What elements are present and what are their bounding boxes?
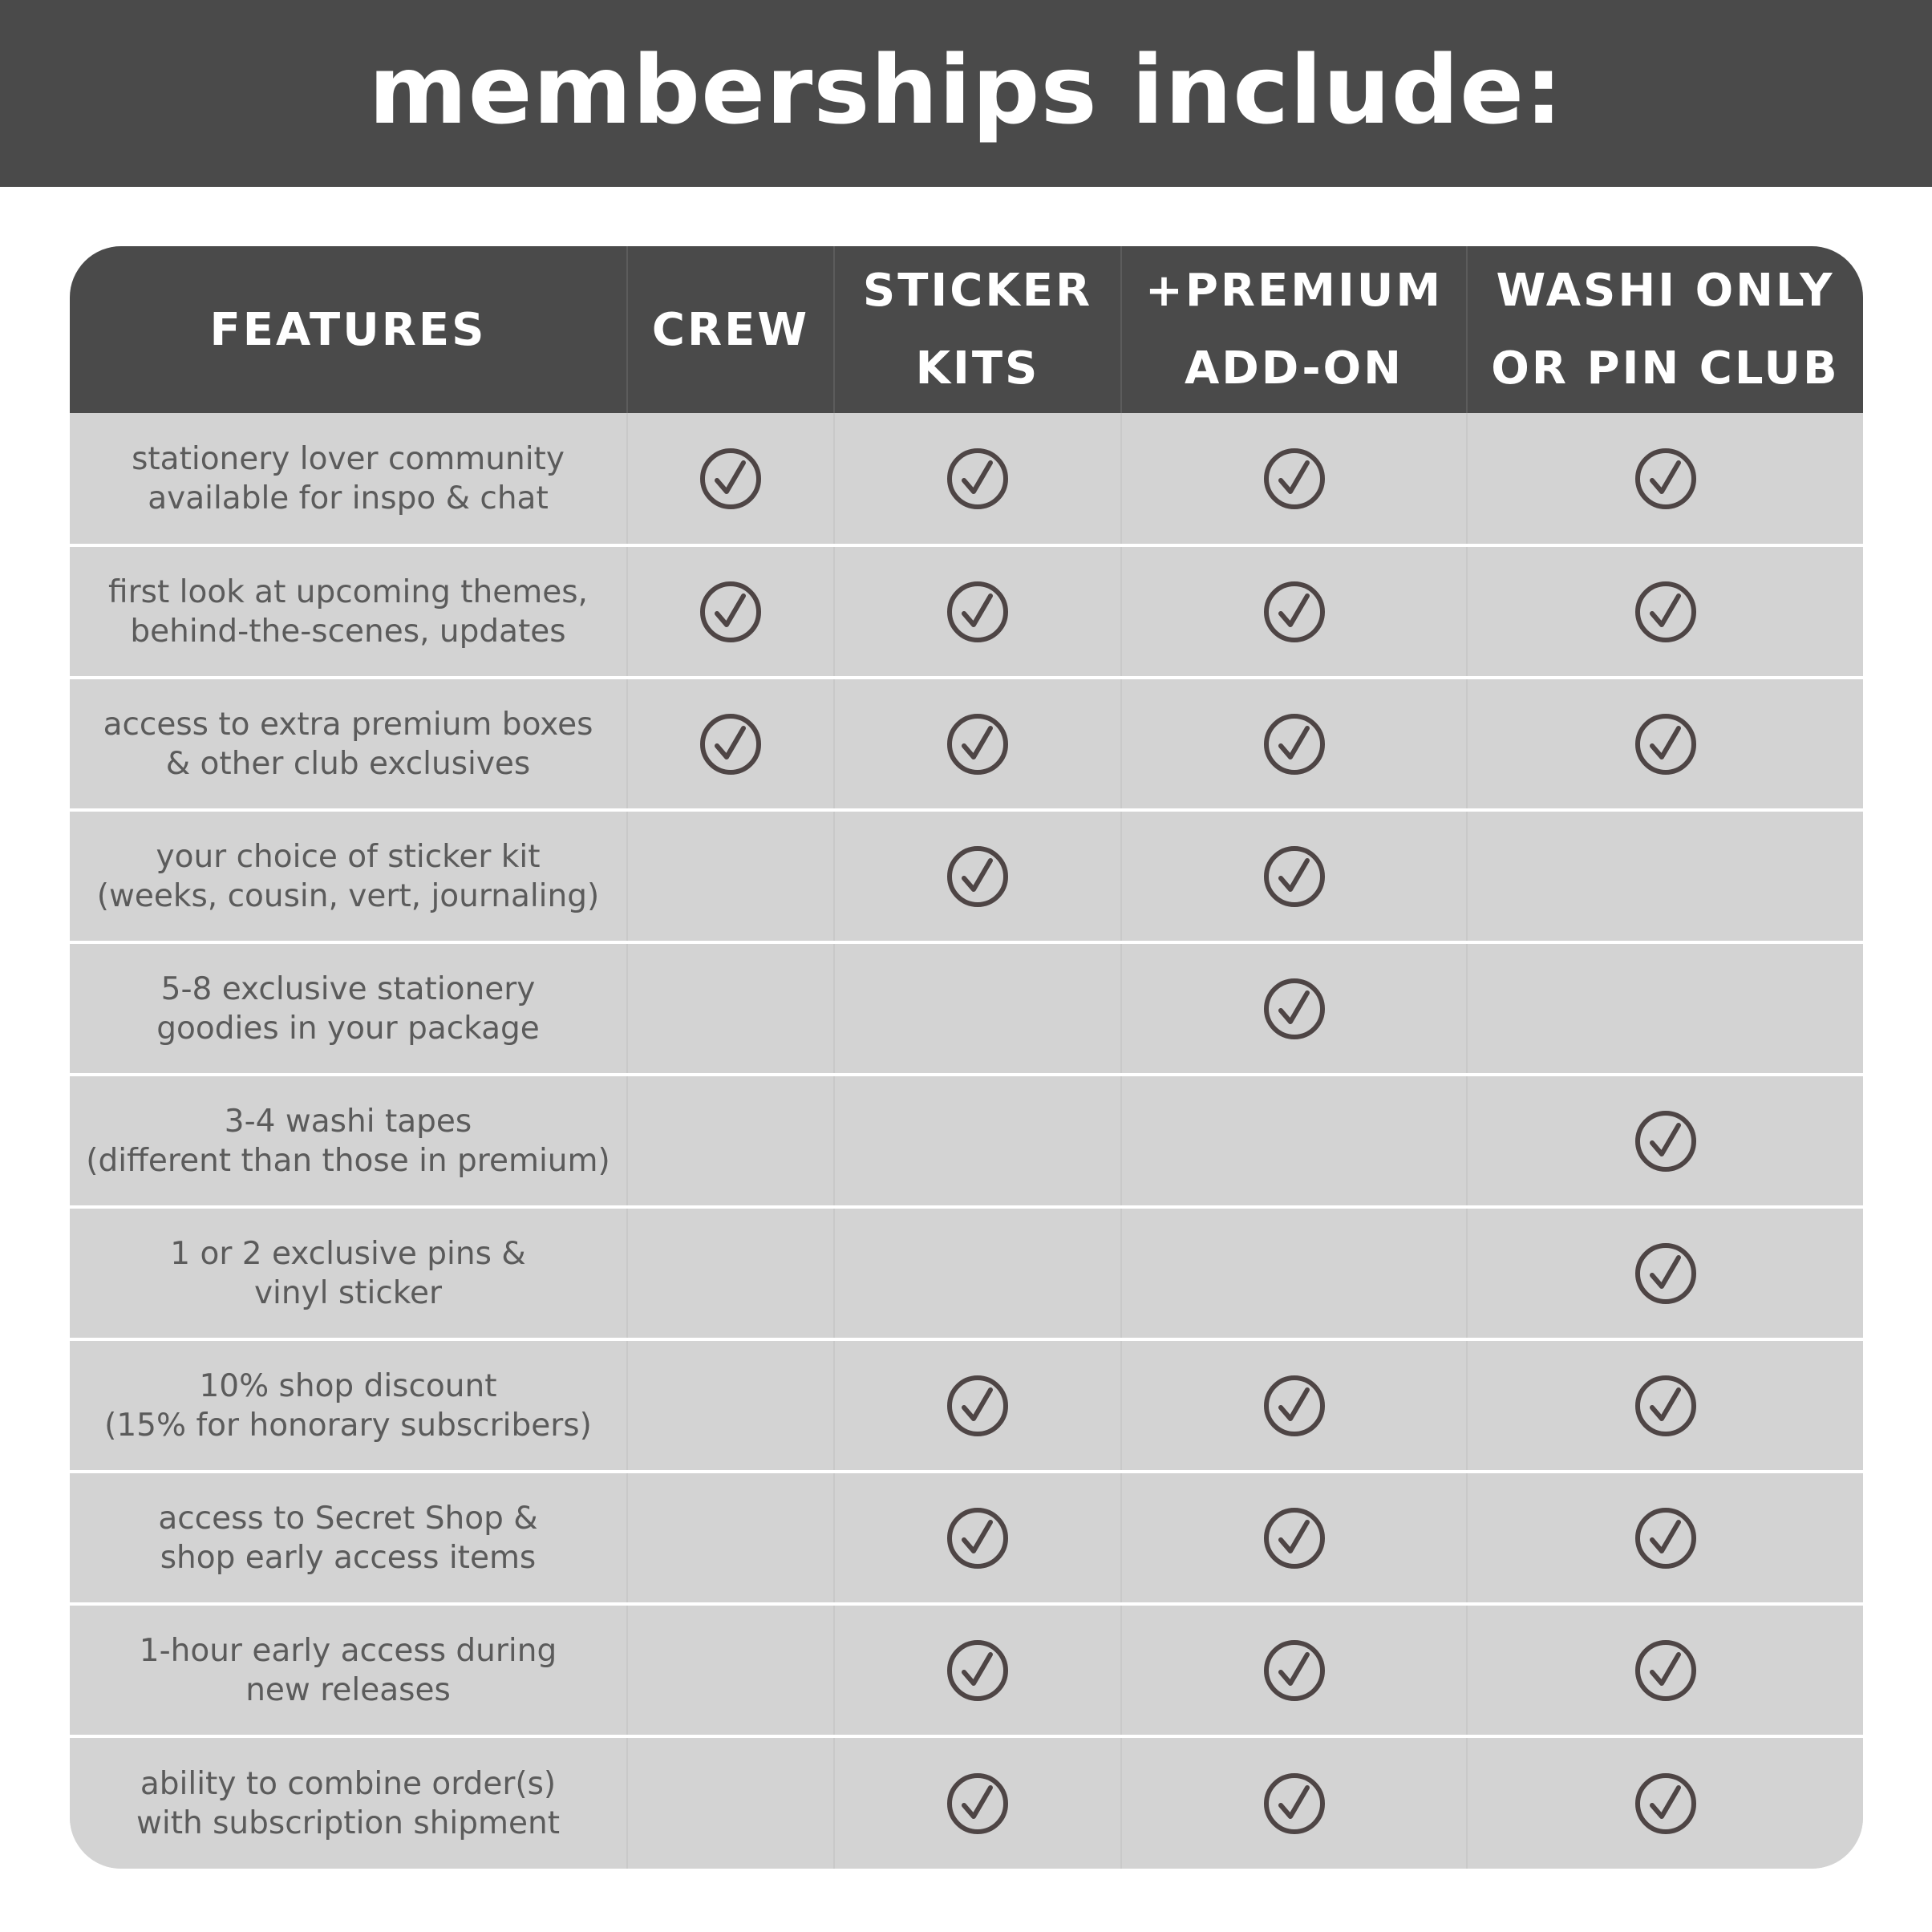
check-circle-icon [1634, 1242, 1697, 1305]
check-circle-icon [946, 713, 1009, 776]
feature-cell [70, 810, 627, 942]
feature-text: your choice of sticker kit [156, 838, 541, 875]
feature-text: access to extra premium boxes [103, 706, 593, 743]
title-banner [0, 0, 1932, 187]
feature-text: with subscription shipment [136, 1804, 561, 1841]
feature-cell [70, 1339, 627, 1472]
feature-text: vinyl sticker [253, 1274, 443, 1311]
tier-cell [1467, 545, 1863, 678]
tier-cell [1467, 810, 1863, 942]
tier-cell [1467, 1472, 1863, 1604]
tier-cell [1467, 1339, 1863, 1472]
feature-cell [70, 1075, 627, 1207]
tier-cell [834, 413, 1121, 545]
tier-cell [1121, 942, 1467, 1075]
check-circle-icon [699, 713, 762, 776]
tier-cell [1467, 1075, 1863, 1207]
tier-cell [1467, 678, 1863, 810]
check-circle-icon [1263, 845, 1326, 908]
feature-text: shop early access items [160, 1539, 537, 1576]
feature-cell [70, 942, 627, 1075]
tier-cell [627, 678, 834, 810]
check-circle-icon [699, 581, 762, 643]
check-circle-icon [1263, 1507, 1326, 1569]
column-header-sticker-kits [834, 246, 1121, 413]
check-circle-icon [946, 581, 1009, 643]
tier-cell [627, 1736, 834, 1869]
tier-cell [627, 1075, 834, 1207]
tier-cell [834, 1736, 1121, 1869]
tier-cell [834, 1339, 1121, 1472]
tier-cell [1121, 1736, 1467, 1869]
tier-cell [1121, 678, 1467, 810]
tier-cell [834, 942, 1121, 1075]
tier-cell [834, 1604, 1121, 1736]
feature-cell [70, 1472, 627, 1604]
tier-cell [1121, 1472, 1467, 1604]
tier-cell [834, 1472, 1121, 1604]
table-header [70, 246, 1863, 413]
feature-cell [70, 413, 627, 545]
tier-cell [1467, 413, 1863, 545]
tier-cell [1467, 1207, 1863, 1339]
tier-cell [1121, 1604, 1467, 1736]
column-header-washi-pin-club [1467, 246, 1863, 413]
feature-text: (different than those in premium) [86, 1142, 610, 1179]
check-circle-icon [1263, 1772, 1326, 1835]
tier-cell [834, 545, 1121, 678]
table-row [70, 1604, 1863, 1736]
feature-text: available for inspo & chat [148, 480, 549, 516]
feature-cell [70, 1207, 627, 1339]
column-header-line: STICKER [862, 265, 1093, 317]
tier-cell [627, 1472, 834, 1604]
feature-cell [70, 1604, 627, 1736]
tier-cell [627, 1339, 834, 1472]
feature-text: (15% for honorary subscribers) [104, 1407, 592, 1444]
membership-comparison-table [70, 246, 1863, 1869]
tier-cell [627, 413, 834, 545]
check-circle-icon [1634, 1375, 1697, 1437]
check-circle-icon [1634, 713, 1697, 776]
tier-cell [627, 1604, 834, 1736]
column-header-line: FEATURES [209, 303, 487, 356]
check-circle-icon [1263, 1375, 1326, 1437]
column-header-line: WASHI ONLY [1496, 265, 1835, 317]
tier-cell [1121, 413, 1467, 545]
tier-cell [834, 678, 1121, 810]
check-circle-icon [946, 845, 1009, 908]
feature-text: goodies in your package [156, 1010, 540, 1047]
feature-text: (weeks, cousin, vert, journaling) [96, 877, 600, 914]
feature-cell [70, 678, 627, 810]
column-header-line: KITS [915, 342, 1040, 395]
check-circle-icon [699, 448, 762, 510]
column-header-line: ADD-ON [1184, 342, 1404, 395]
check-circle-icon [1634, 581, 1697, 643]
table-row [70, 1207, 1863, 1339]
tier-cell [1121, 810, 1467, 942]
feature-text: 5-8 exclusive stationery [160, 970, 536, 1007]
check-circle-icon [1634, 1110, 1697, 1173]
feature-text: access to Secret Shop & [158, 1500, 538, 1537]
tier-cell [834, 1207, 1121, 1339]
feature-text: first look at upcoming themes, [108, 573, 588, 610]
check-circle-icon [1634, 448, 1697, 510]
table-row [70, 1736, 1863, 1869]
feature-text: & other club exclusives [165, 745, 531, 782]
column-header-crew [627, 246, 834, 413]
header-row [70, 246, 1863, 413]
table-row [70, 545, 1863, 678]
feature-text: behind-the-scenes, updates [130, 613, 566, 650]
tier-cell [1467, 1736, 1863, 1869]
check-circle-icon [1263, 581, 1326, 643]
tier-cell [834, 810, 1121, 942]
tier-cell [627, 942, 834, 1075]
tier-cell [627, 545, 834, 678]
table-row [70, 678, 1863, 810]
check-circle-icon [946, 1772, 1009, 1835]
tier-cell [1121, 1075, 1467, 1207]
check-circle-icon [946, 1639, 1009, 1702]
table-row [70, 942, 1863, 1075]
tier-cell [1467, 1604, 1863, 1736]
tier-cell [1121, 1207, 1467, 1339]
check-circle-icon [1263, 1639, 1326, 1702]
feature-text: 1 or 2 exclusive pins & [170, 1235, 526, 1272]
tier-cell [834, 1075, 1121, 1207]
feature-text: new releases [245, 1671, 451, 1708]
table-row [70, 1472, 1863, 1604]
check-circle-icon [1263, 448, 1326, 510]
table-body [70, 413, 1863, 1869]
feature-text: 3-4 washi tapes [224, 1103, 472, 1140]
column-header-features [70, 246, 627, 413]
tier-cell [1121, 545, 1467, 678]
feature-cell [70, 545, 627, 678]
feature-text: stationery lover community [132, 440, 565, 477]
check-circle-icon [1263, 978, 1326, 1040]
column-header-premium-add-on [1121, 246, 1467, 413]
check-circle-icon [946, 448, 1009, 510]
check-circle-icon [1634, 1772, 1697, 1835]
check-circle-icon [946, 1507, 1009, 1569]
column-header-line: OR PIN CLUB [1491, 342, 1840, 395]
column-header-line: +PREMIUM [1144, 265, 1444, 317]
check-circle-icon [1634, 1507, 1697, 1569]
tier-cell [627, 1207, 834, 1339]
feature-text: 1-hour early access during [139, 1632, 557, 1669]
page-title: memberships include: [368, 34, 1564, 145]
table-row [70, 810, 1863, 942]
tier-cell [627, 810, 834, 942]
comparison-grid [70, 246, 1863, 1869]
feature-text: 10% shop discount [199, 1367, 497, 1404]
tier-cell [1467, 942, 1863, 1075]
table-row [70, 1339, 1863, 1472]
feature-cell [70, 1736, 627, 1869]
tier-cell [1121, 1339, 1467, 1472]
check-circle-icon [1263, 713, 1326, 776]
table-row [70, 413, 1863, 545]
check-circle-icon [1634, 1639, 1697, 1702]
feature-text: ability to combine order(s) [140, 1765, 557, 1802]
check-circle-icon [946, 1375, 1009, 1437]
table-row [70, 1075, 1863, 1207]
column-header-line: CREW [651, 303, 810, 356]
